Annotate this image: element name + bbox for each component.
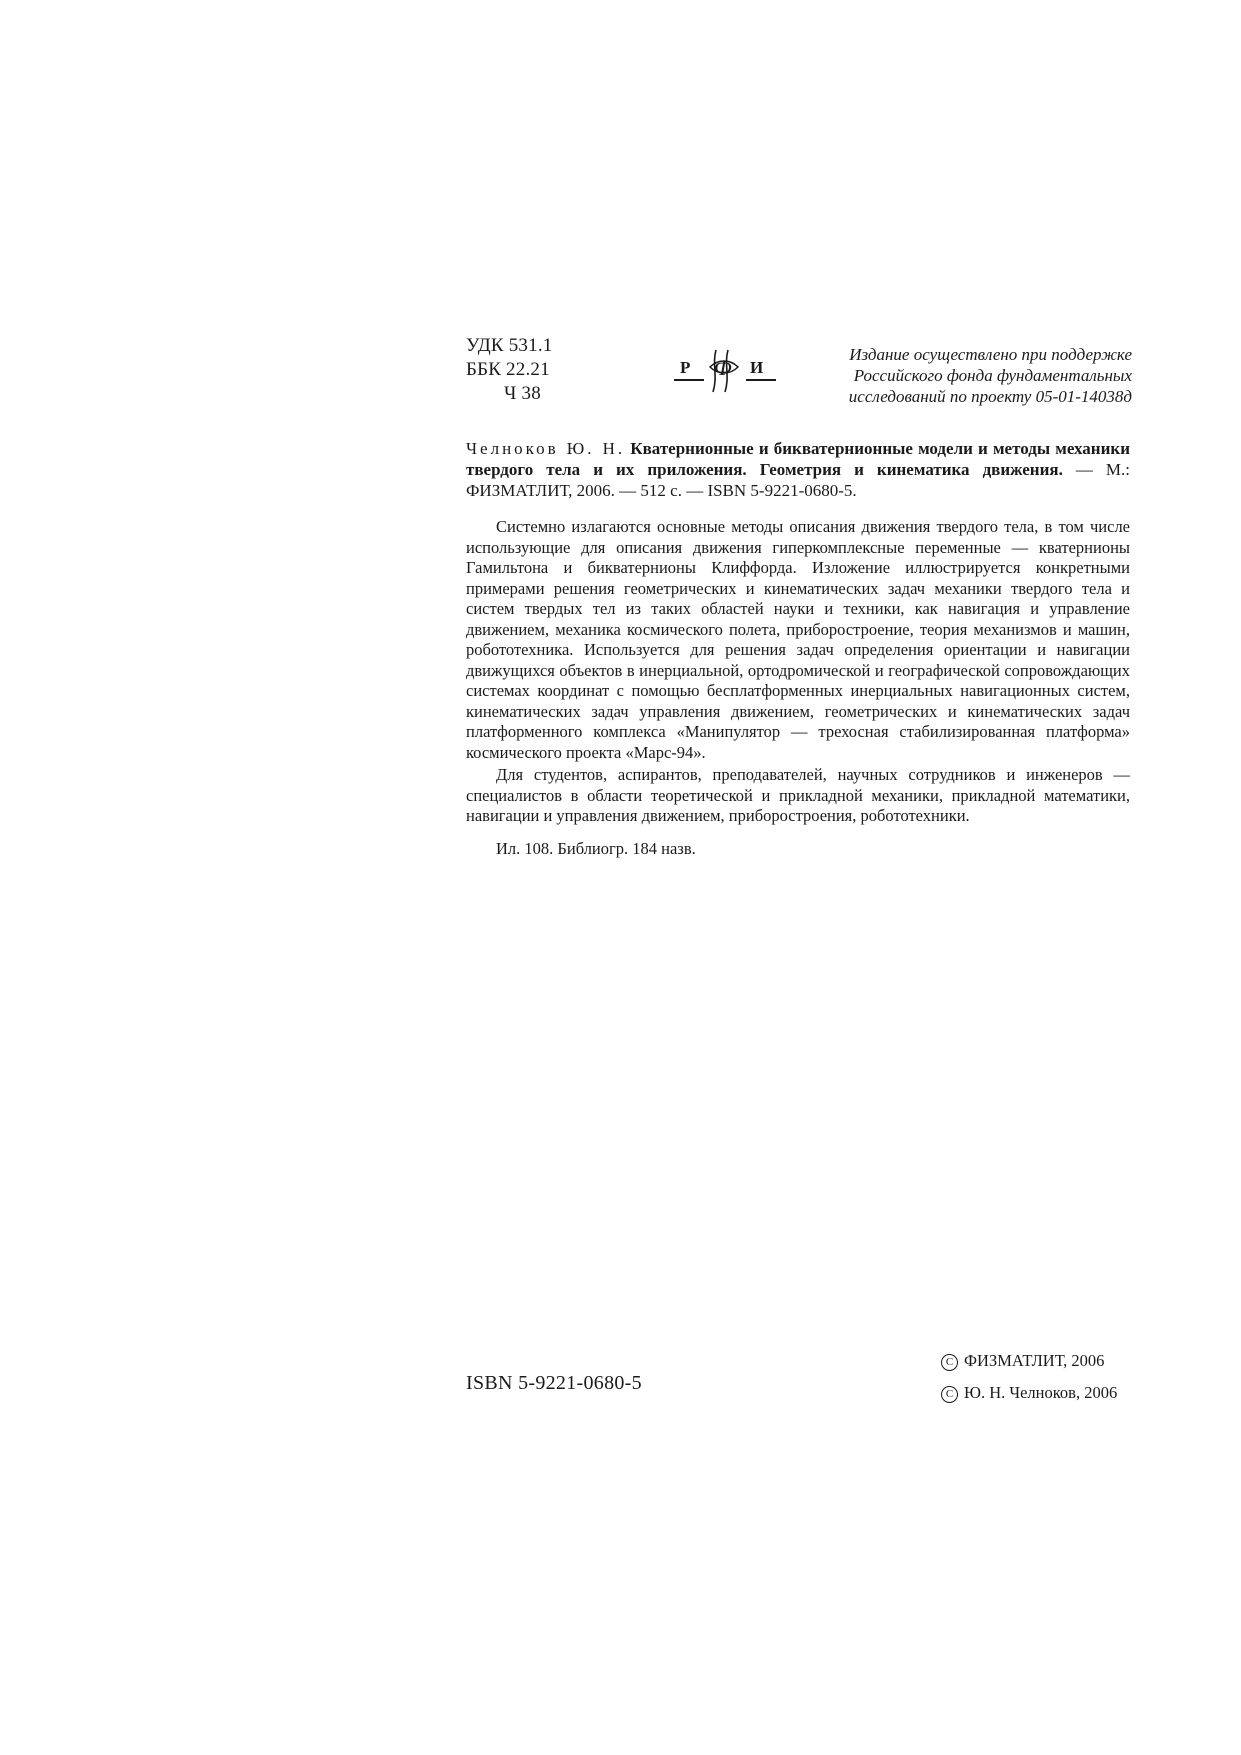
copyright-line-1 (941, 1345, 1117, 1377)
copyright-block (941, 1345, 1117, 1409)
support-note (792, 344, 1132, 407)
illustrations-count: Ил. 108. Библиогр. 184 назв. (496, 838, 696, 858)
logo-right-letter: И (750, 358, 764, 377)
copyright-icon: C (941, 1354, 958, 1371)
record-author: Челноков Ю. Н. (466, 439, 626, 458)
annotation-paragraph-2: Для студентов, аспирантов, преподавателей, научных сотрудников и инженеров — специалистов в области теоретической и прикладной механики, прикладной математики, навигации и управления движением, приборостроения, робототехники. (466, 765, 1130, 825)
copyright-line-2 (941, 1377, 1117, 1409)
logo-left-letter: Р (680, 358, 691, 377)
record-imprint: — М.: ФИЗМАТЛИТ, 2006. — 512 с. — ISBN 5-9221-0680-5. (466, 460, 1131, 500)
record-title: Кватернионные и бикватернионные модели и методы механики твердого тела и их приложения. Геометрия и кинематика движения. (466, 439, 1130, 479)
annotation (466, 517, 1130, 861)
logo-center-glyph: Ф (714, 355, 732, 380)
bibliographic-record (466, 438, 1130, 501)
copyright-author: Ю. Н. Челноков, 2006 (964, 1383, 1118, 1402)
udk-code: УДК 531.1 (466, 335, 553, 356)
support-line-2: Российского фонда фундаментальных (853, 366, 1132, 385)
copyright-icon: C (941, 1386, 958, 1403)
isbn: ISBN 5-9221-0680-5 (466, 1372, 642, 1394)
support-line-1: Издание осуществлено при поддержке (849, 345, 1132, 364)
rffi-logo (672, 346, 780, 394)
copyright-publisher: ФИЗМАТЛИТ, 2006 (964, 1351, 1105, 1370)
support-line-3: исследований по проекту 05-01-14038д (848, 387, 1132, 406)
annotation-paragraph-1: Системно излагаются основные методы описания движения твердого тела, в том числе использующие для описания движения гиперкомплексные переменные — кватернионы Гамильтона и бикватернионы Клиффорда. Изложение иллюстрируется конкретными примерами решения геометрических и кинематических задач механики твердого тела и систем твердых тел из таких областей науки и техники, как навигация и управление движением, механика космического полета, приборостроение, теория механизмов и машин, робототехника. Используется для решения задач определения ориентации и навигации движущихся объектов в инерциальной, ортодромической и географической сопровождающих системах координат с помощью бесплатформенных инерциальных навигационных систем, кинематических задач управления движением, геометрических и кинематических задач платформенного комплекса «Манипулятор — трехосная стабилизированная платформа» космического проекта «Марс-94». (466, 517, 1130, 762)
bbk-code: ББК 22.21 (466, 359, 550, 380)
classification-codes (466, 334, 552, 406)
author-mark: Ч 38 (504, 383, 541, 404)
